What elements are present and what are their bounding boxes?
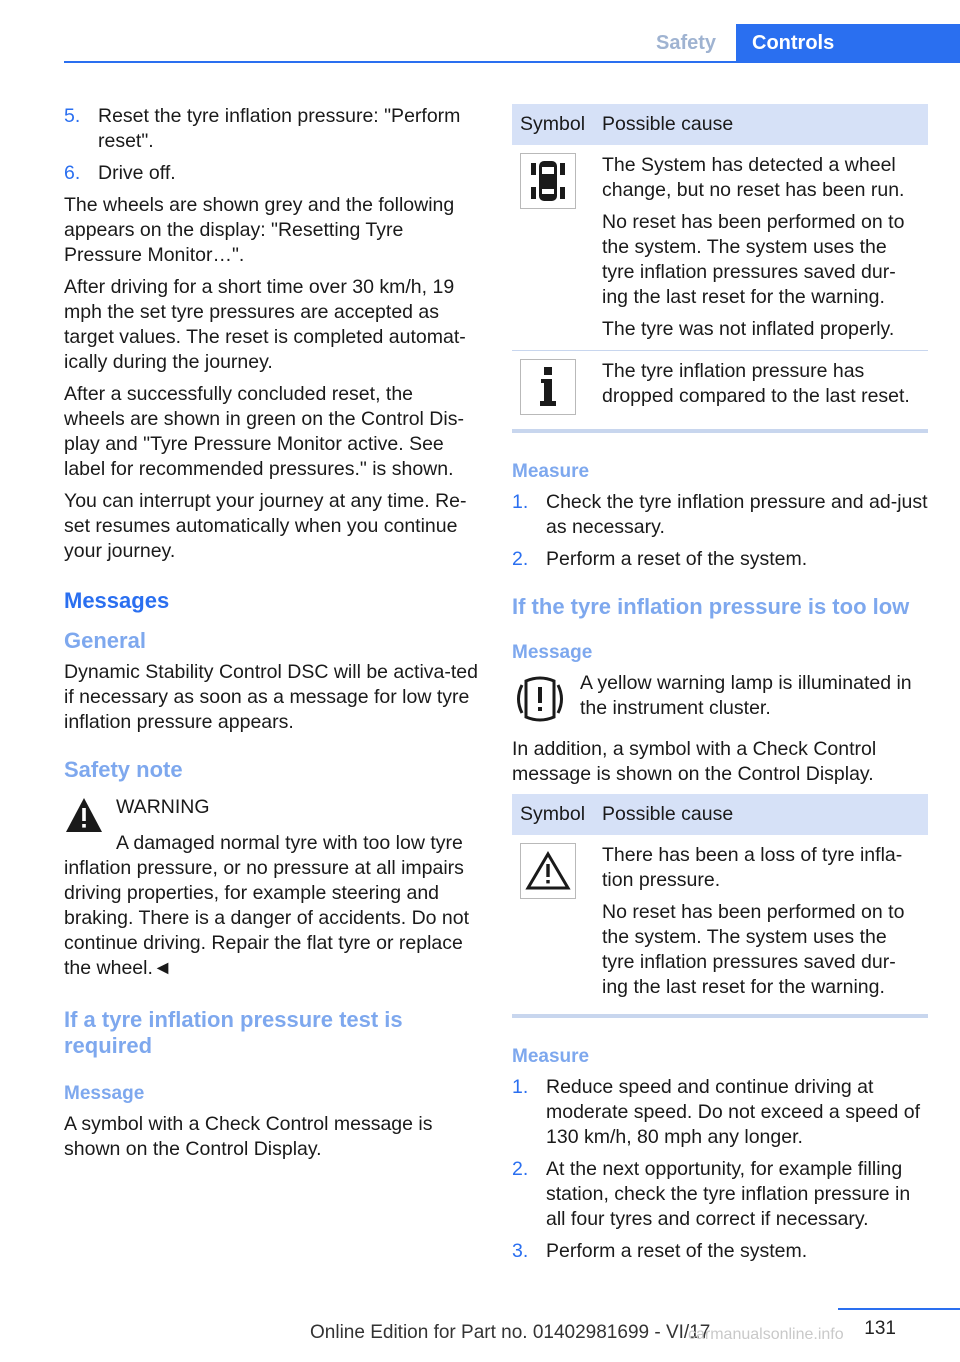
step-number: 2.	[512, 1158, 529, 1180]
step-text: Drive off.	[98, 162, 176, 184]
step-text: Perform a reset of the system.	[546, 548, 808, 570]
paragraph: You can interrupt your journey at any time. Re‐set resumes automatically when you continue your journey.	[64, 490, 467, 562]
lamp-text: A yellow warning lamp is illuminated in the instrument cluster.	[580, 672, 912, 719]
page-header	[636, 24, 960, 62]
addition-text: In addition, a symbol with a Check Control message is shown on the Control Display.	[512, 738, 877, 785]
step-number: 6.	[64, 162, 81, 184]
section-label: Safety	[655, 31, 717, 54]
too-low-heading: If the tyre inflation pressure is too low	[512, 594, 910, 619]
tyre-pressure-warning-icon	[512, 671, 568, 727]
general-heading: General	[64, 628, 146, 653]
list-item	[512, 1075, 928, 1150]
paragraph: After a successfully concluded reset, the wheels are shown in green on the Control Dis‐play and "Tyre Pressure Monitor active. See label for recommended pressures." is shown.	[64, 383, 464, 480]
list-item	[512, 490, 928, 540]
column-header-cause: Possible cause	[594, 104, 928, 145]
cause-text: There has been a loss of tyre infla‐tion pressure.	[602, 844, 903, 891]
table-row	[512, 145, 928, 351]
measure-heading: Measure	[512, 1046, 590, 1067]
edition-text: Online Edition for Part no. 01402981699 - VI/17	[310, 1322, 711, 1343]
left-column	[64, 104, 478, 1169]
general-text: Dynamic Stability Control DSC will be activa‐ted if necessary as soon as a message for low tyre inflation pressure appears.	[64, 661, 478, 733]
cause-text: The tyre was not inflated properly.	[602, 318, 895, 340]
table-divider	[512, 1014, 928, 1018]
step-text: At the next opportunity, for example filling station, check the tyre inflation pressure in all four tyres and correct if necessary.	[546, 1158, 911, 1230]
measure-heading: Measure	[512, 461, 590, 482]
cause-text: No reset has been performed on to the system. The system uses the tyre inflation pressures saved dur‐ing the last reset for the warning.	[602, 901, 905, 998]
symbol-box	[520, 843, 576, 899]
page-footer	[0, 1318, 960, 1348]
warning-text: A damaged normal tyre with too low tyre inflation pressure, or no pressure at all impairs driving properties, for example steering and braking. There is a danger of accidents. Do not continue driving. Repair the flat tyre or replace the wheel.◄	[64, 832, 470, 979]
column-header-symbol: Symbol	[512, 794, 594, 835]
list-item	[512, 1157, 928, 1232]
car-wheel-icon	[526, 157, 570, 205]
list-item	[64, 161, 478, 186]
warning-block	[64, 789, 478, 835]
right-column	[512, 104, 928, 1271]
symbol-box	[520, 153, 576, 209]
symbol-table-1	[512, 104, 928, 423]
symbol-table-2	[512, 794, 928, 1008]
messages-heading: Messages	[64, 588, 170, 613]
step-text: Reduce speed and continue driving at moderate speed. Do not exceed a speed of 130 km/h, 80 mph any longer.	[546, 1076, 921, 1148]
paragraph: After driving for a short time over 30 km/h, 19 mph the set tyre pressures are accepted as target values. The reset is completed automat‐ically during the journey.	[64, 276, 466, 373]
header-rule	[64, 61, 960, 63]
step-text: Check the tyre inflation pressure and ad‐just as necessary.	[546, 491, 928, 538]
warning-triangle-icon	[525, 851, 571, 891]
column-header-symbol: Symbol	[512, 104, 594, 145]
step-number: 1.	[512, 1076, 529, 1098]
watermark: carmanualsonline.info	[688, 1326, 844, 1343]
step-number: 2.	[512, 548, 529, 570]
table-row	[512, 351, 928, 424]
chapter-label: Controls	[736, 24, 960, 62]
list-item	[512, 547, 928, 572]
list-item	[512, 1239, 928, 1264]
paragraph: The wheels are shown grey and the following appears on the display: "Resetting Tyre Pressure Monitor…".	[64, 194, 455, 266]
step-text: Perform a reset of the system.	[546, 1240, 808, 1262]
warning-lamp-row	[512, 671, 928, 727]
cause-text: No reset has been performed on to the system. The system uses the tyre inflation pressures saved dur‐ing the last reset for the warning.	[602, 211, 905, 308]
step-number: 5.	[64, 105, 81, 127]
cause-text: The tyre inflation pressure has dropped compared to the last reset.	[602, 360, 910, 407]
table-row	[512, 835, 928, 1008]
page-number: 131	[864, 1318, 896, 1339]
step-number: 3.	[512, 1240, 529, 1262]
symbol-box	[520, 359, 576, 415]
column-header-cause: Possible cause	[594, 794, 928, 835]
step-number: 1.	[512, 491, 529, 513]
message-heading: Message	[512, 642, 593, 663]
footer-rule	[838, 1308, 960, 1310]
warning-triangle-icon	[64, 795, 104, 835]
info-icon	[533, 365, 563, 409]
message-heading: Message	[64, 1083, 145, 1104]
list-item	[64, 104, 478, 154]
table-divider	[512, 429, 928, 433]
step-text: Reset the tyre inflation pressure: "Perform reset".	[98, 105, 461, 152]
message-text: A symbol with a Check Control message is shown on the Control Display.	[64, 1113, 433, 1160]
cause-text: The System has detected a wheel change, but no reset has been run.	[602, 154, 905, 201]
safety-note-heading: Safety note	[64, 757, 183, 782]
pressure-test-heading: If a tyre inflation pressure test is required	[64, 1007, 403, 1058]
warning-title: WARNING	[116, 796, 210, 818]
